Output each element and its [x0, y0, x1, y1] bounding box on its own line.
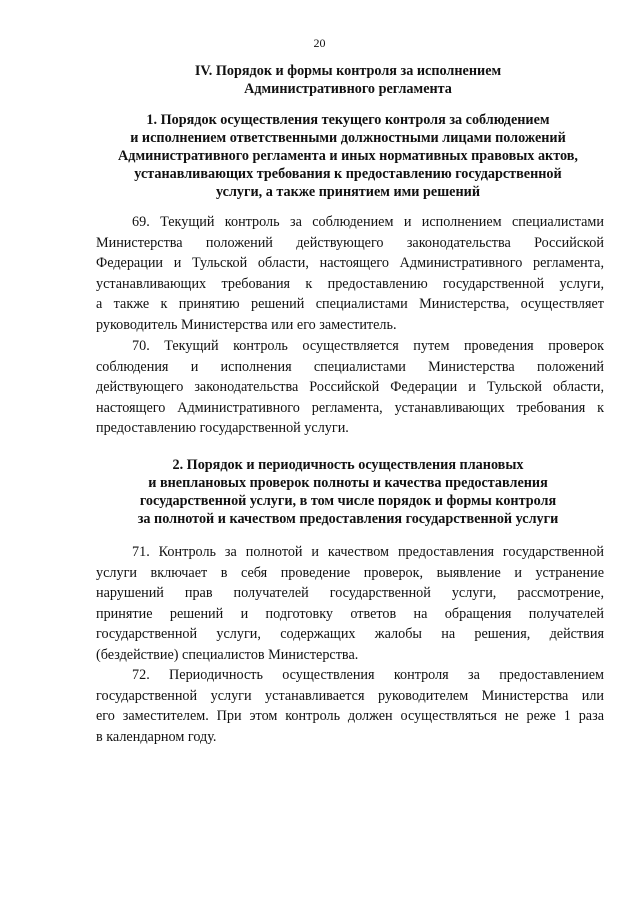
paragraph-71-line: услуги включает в себя проведение проверок, выявление и устранение: [96, 564, 604, 581]
paragraph-70-line: действующего законодательства Российской Федерации и Тульской области,: [96, 379, 604, 396]
paragraph-70-line: 70. Текущий контроль осуществляется путем проведения проверок: [132, 338, 604, 354]
subsection-1-title-line: Административного регламента и иных нормативных правовых актов,: [118, 148, 578, 164]
section-title-line: IV. Порядок и формы контроля за исполнением: [194, 63, 502, 79]
paragraph-69-line: Федерации и Тульской области, настоящего Административного регламента,: [96, 255, 604, 272]
paragraph-71-line: (бездействие) специалистов Министерства.: [96, 646, 359, 663]
paragraph-71: [96, 542, 604, 666]
subsection-1-title-line: услуги, а также принятием ими решений: [216, 184, 480, 200]
paragraph-69-line: 69. Текущий контроль за соблюдением и исполнением специалистами: [132, 214, 604, 230]
paragraph-71-line: нарушений прав получателей государственной услуги, рассмотрение,: [96, 585, 604, 602]
subsection-1-title-line: и исполнением ответственными должностными лицами положений: [130, 130, 566, 146]
paragraph-70-line: настоящего Административного регламента, устанавливающих требования к: [96, 399, 604, 416]
paragraph-69-line: а также к принятию решений специалистами Министерства, осуществляет: [96, 296, 604, 313]
subsection-2-title: [96, 456, 600, 528]
paragraph-69-line: устанавливающих требования к предоставлению государственной услуги,: [96, 275, 604, 292]
subsection-1-title-line: 1. Порядок осуществления текущего контроля за соблюдением: [146, 112, 550, 128]
subsection-2-title-line: 2. Порядок и периодичность осуществления плановых: [172, 457, 524, 473]
paragraph-72: [96, 665, 604, 747]
paragraph-71-line: государственной услуги, содержащих жалобы на решения, действия: [96, 626, 604, 643]
section-title-line: Административного регламента: [244, 81, 452, 97]
paragraph-71-line: 71. Контроль за полнотой и качеством предоставления государственной: [132, 544, 604, 560]
paragraph-72-line: его заместителем. При этом контроль должен осуществляться не реже 1 раза: [96, 708, 604, 725]
paragraph-72-line: государственной услуги устанавливается руководителем Министерства или: [96, 687, 604, 704]
paragraph-72-line: в календарном году.: [96, 728, 217, 745]
paragraph-71-line: принятие решений и подготовку ответов на обращения получателей: [96, 605, 604, 622]
paragraph-69-line: руководитель Министерства или его заместитель.: [96, 316, 397, 333]
paragraph-69-line: Министерства положений действующего законодательства Российской: [96, 234, 604, 251]
paragraph-72-line: 72. Периодичность осуществления контроля за предоставлением: [132, 667, 604, 683]
subsection-2-title-line: государственной услуги, в том числе порядок и формы контроля: [139, 493, 557, 509]
subsection-1-title-line: устанавливающих требования к предоставлению государственной: [134, 166, 562, 182]
paragraph-70-line: соблюдения и исполнения специалистами Министерства положений: [96, 358, 604, 375]
subsection-2-title-line: за полнотой и качеством предоставления государственной услуги: [137, 511, 559, 527]
paragraph-69: [96, 212, 604, 336]
paragraph-70-line: предоставлению государственной услуги.: [96, 420, 349, 437]
section-title: [96, 62, 600, 98]
subsection-1-title: [96, 111, 600, 201]
page-number: 20: [313, 36, 326, 50]
subsection-2-title-line: и внеплановых проверок полноты и качества предоставления: [148, 475, 548, 491]
paragraph-70: [96, 336, 604, 439]
